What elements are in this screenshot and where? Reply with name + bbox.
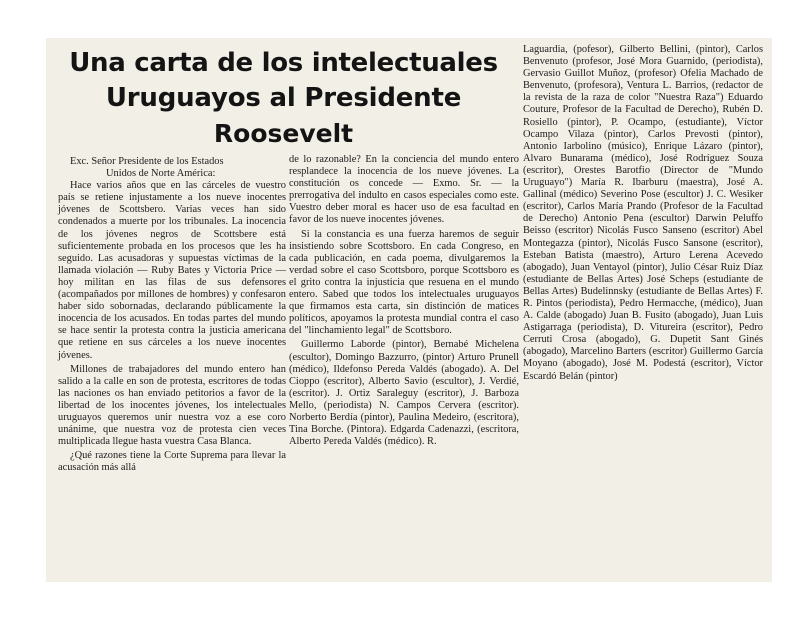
greeting-line-1: Exc. Señor Presidente de los Estados <box>70 156 224 167</box>
article-column-3 <box>523 44 763 383</box>
headline <box>46 46 521 151</box>
column-2-paragraph-2: Si la constancia es una fuerza haremos de seguir insistiendo sobre Scottsboro. En cada Congreso, en cada publicación, en cada poema, divulgaremos la verdad sobre el caso Scottsboro, porque Scottsboro es el grito contra la injusticia que resuena en el mundo entero. Sabed que todos los intelectuales uruguayos que firmamos esta carta, sin distinción de matices políticos, apoyamos la protesta mundial contra el caso del "linchamiento legal" de Scottsboro. <box>289 228 519 337</box>
newspaper-clipping <box>46 38 772 582</box>
article-column-2 <box>289 154 519 448</box>
column-1-paragraph-2: Millones de trabajadores del mundo entero han salido a la calle en son de protesta, escritores de todas las naciones os han enviado petitorios a favor de la libertad de los inocentes jóvenes, los intelectuales uruguayos queremos unir nuestra voz a ese coro unánime, que nuestra voz de protesta cien veces multiplicada llegue hasta vuestra Casa Blanca. <box>58 363 286 448</box>
column-1-paragraph-3: ¿Qué razones tiene la Corte Suprema para llevar la acusación más allá <box>58 450 286 474</box>
signatories-list-start: Guillermo Laborde (pintor), Bernabé Michelena (escultor), Domingo Bazzurro, (pintor) Arturo Prunell (médico), Ildefonso Pereda Valdés (abogado). A. Del Cioppo (escritor), Alberto Savio (escultor), J. Verdié, (escritor). J. Ortiz Saraleguy (escritor), J. Barboza Mello, (periodista) N. Campos Cervera (escritor). Norberto Berdía (pintor), Paulina Medeiro, (escritora), Tina Borche. (Pintora). Edgarda Cadenazzi, (escritora, Alberto Pereda Valdés (médico). R. <box>289 339 519 448</box>
column-2-paragraph-1: de lo razonable? En la conciencia del mundo entero resplandece la inocencia de los nueve jóvenes. La constitución os concede — Exmo. Sr. — la prerrogativa del indulto en casos especiales como este. Vuestro deber moral es hacer uso de esa facultad en favor de los nueve inocentes jóvenes. <box>289 154 519 226</box>
headline-line-3: Roosevelt <box>213 119 354 148</box>
headline-line-1: Una carta de los intelectuales <box>69 48 498 78</box>
column-1-paragraph-1: Hace varios años que en las cárceles de vuestro país se retiene injustamente a los nueve inocentes jóvenes de Scottsbero. Varias veces han sido condenados a muerte por los tribunales. La inocencia de los jóvenes negros de Scottsbere está suficientemente probada en los procesos que les ha seguido. Las acusadoras y supuestas víctimas de la llamada violación — Ruby Bates y Victoria Price — hoy militan en las filas de sus defensores (acompañados por millones de hombres) y confesaron haber sido sobornadas, declarando públicamente la inocencia de los acusados. En todas partes del mundo se hace sentir la protesta contra la justicia americana que retiene en sus cárceles a los nueve inocentes jóvenes. <box>58 180 286 361</box>
headline-line-2: Uruguayos al Presidente <box>105 83 462 113</box>
signatories-list-continued: Laguardia, (pofesor), Gilberto Bellini, (pintor), Carlos Benvenuto (profesor, José Mora Guarnido, (periodista), Gervasio Guillot Muñoz, (profesor) Ofelia Machado de Benvenuto, (profesora), Ventura L. Barrios, (redactor de la revista de la raza de color "Nuestra Raza") Eduardo Couture, Profesor de la Facultad de Derecho), Rubén D. Rosiello (pintor), P. Ocampo, (estudiante), Víctor Ocampo Vilaza (pintor), Carlos Prevosti (pintor), Antonio Iarbolino (músico), Enrique Lázaro (pintor), Alvaro Bunarama (médico), José Rodríguez Souza (escritor), Orestes Barotfio (Director de "Mundo Uruguayo") María R. Ibarburu (maestra), José A. Gallinal (médico) Severino Pose (escultor) J. C. Wesiker (escritor), Carlos María Prando (Profesor de la Facultad de Derecho) Antonio Pena (escultor) Darwin Peluffo Beisso (escritor) Nicolás Fusco Sanseno (escritor) Abel Montegazza (pintor), Nicolás Fusco Sansone (escritor), Esteban Batista (maestro), Arturo Lerena Acevedo (abogado), Juan Ventayol (pintor), Julio César Ruiz Díaz (estudiante de Bellas Artes) José Scheps (estudiante de Bellas Artes) Budelinnsky (estudiante de Bellas Artes) F. R. Pintos (periodista), Pedro Hermacche, (médico), Juan A. Calde (abogado) Juan B. Fusito (abogado), Juan Luis Astigarraga (periodista), D. Vitureira (escritor), Pedro Cerruti Crosa (abogado), G. Dupetit Sant Ginés (abogado), Marcelino Barters (escritor) Guillermo García Moyano (abogado), José M. Podestá (escritor), Víctor Escardó Belán (pintor) <box>523 44 763 382</box>
article-column-1 <box>58 156 286 474</box>
letter-greeting <box>58 156 286 180</box>
greeting-line-2: Unidos de Norte América: <box>106 168 216 180</box>
